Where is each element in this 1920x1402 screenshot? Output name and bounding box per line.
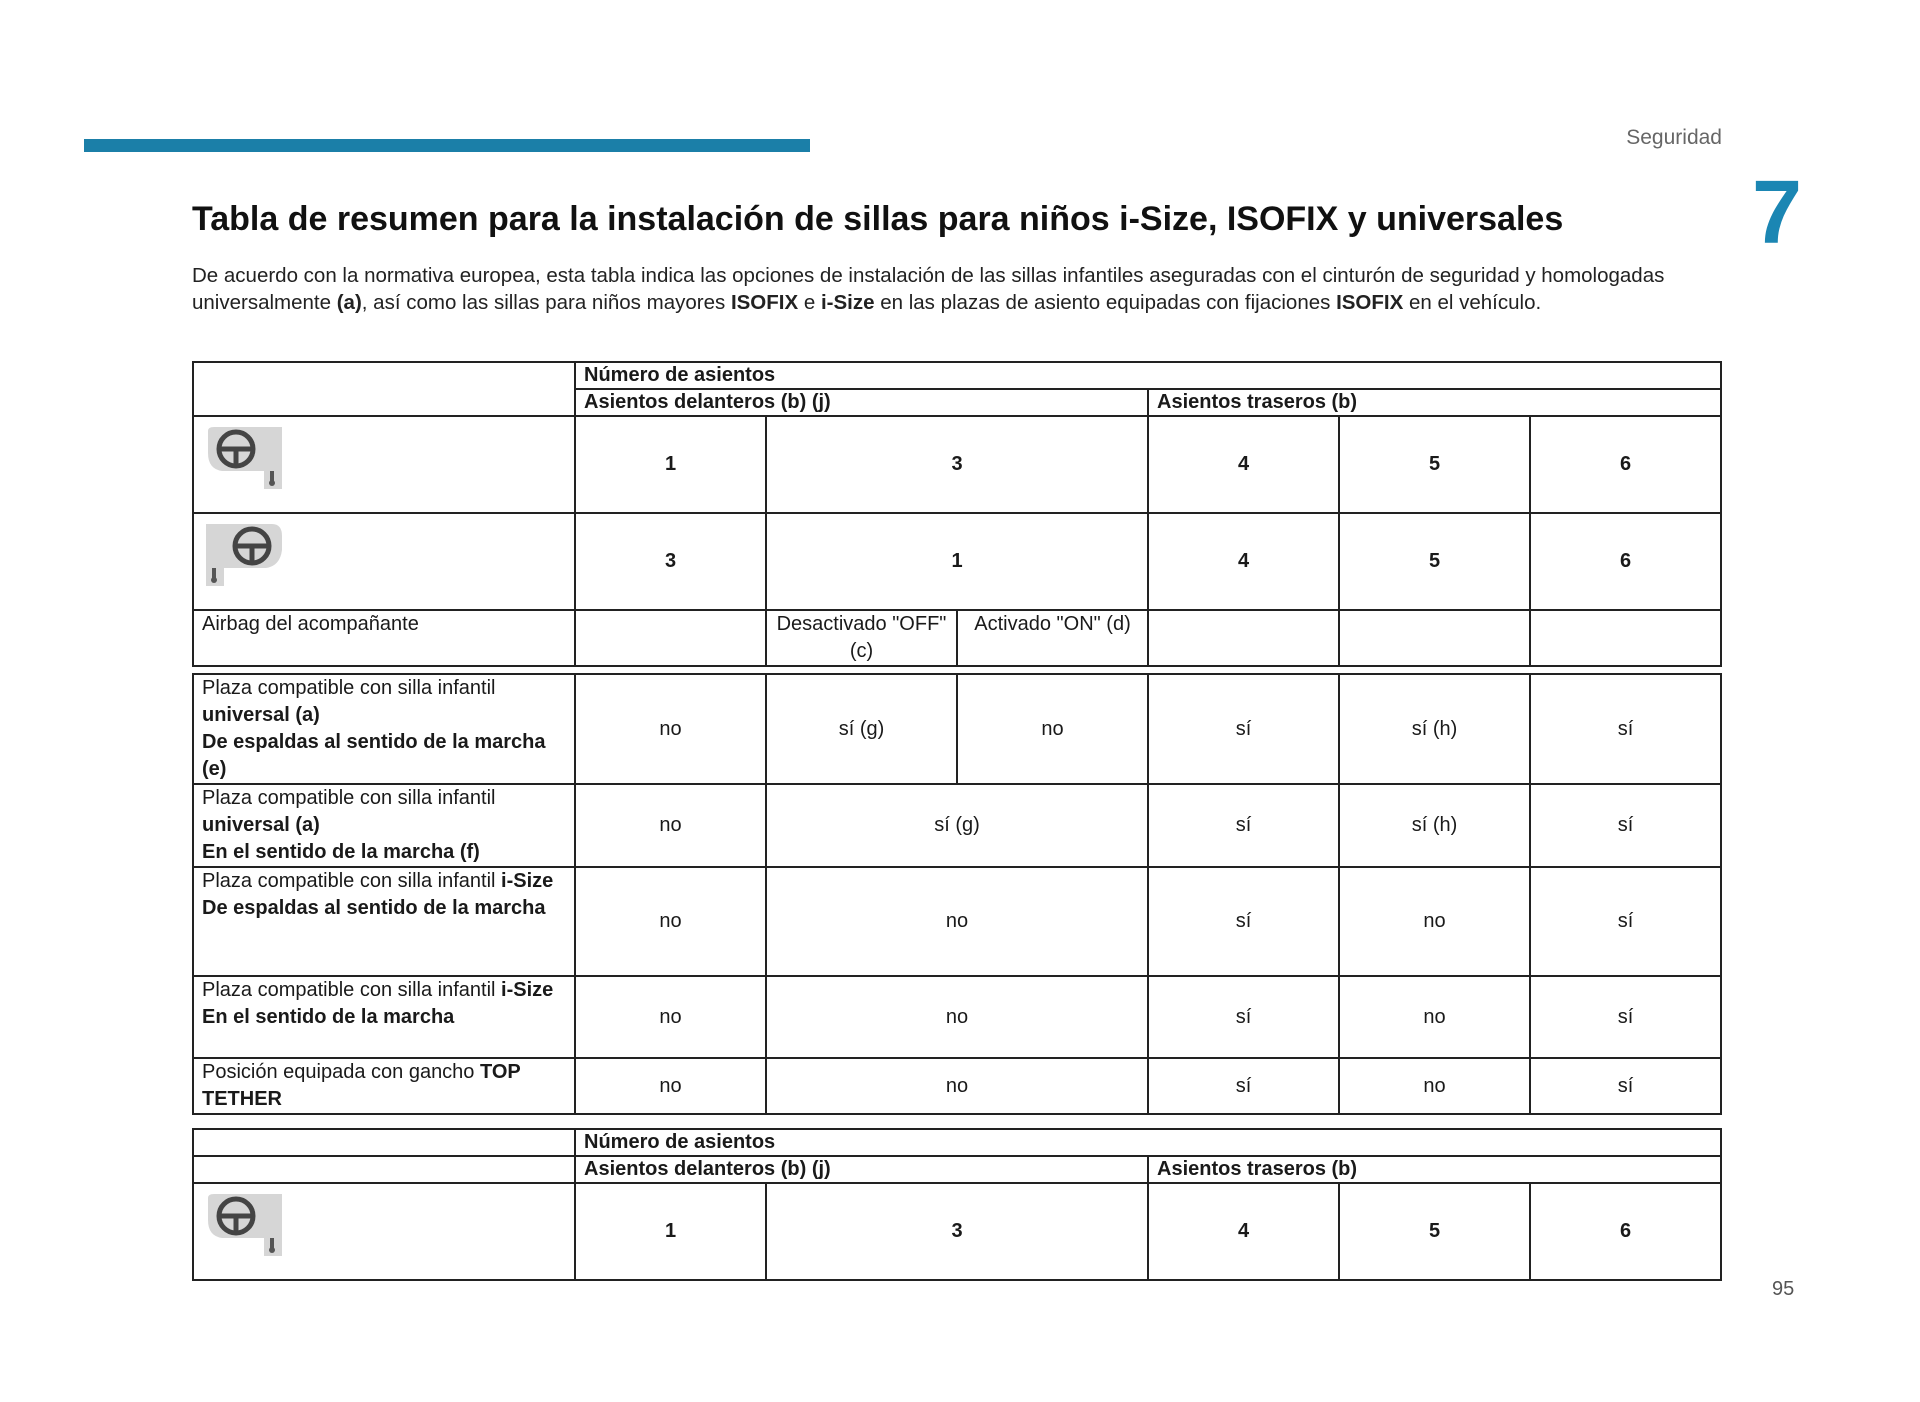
seat-number: 3 [766, 416, 1148, 513]
compat-cell: no [575, 1058, 766, 1114]
compat-cell: no [766, 976, 1148, 1058]
row-label: Plaza compatible con silla infantil universal (a) De espaldas al sentido de la marcha (e) [193, 674, 575, 784]
front-seats-header: Asientos delanteros (b) (j) [575, 1156, 1148, 1183]
compat-cell: sí [1530, 976, 1721, 1058]
left-hand-drive-icon [202, 425, 286, 491]
seat-number: 4 [1148, 416, 1339, 513]
empty-cell [575, 610, 766, 666]
chapter-number: 7 [1752, 163, 1803, 263]
empty-cell [1530, 610, 1721, 666]
seats-table-bottom [192, 1128, 1722, 1281]
header-accent-bar [84, 139, 810, 152]
lhd-vehicle-cell [193, 416, 575, 513]
compatibility-table [192, 673, 1722, 1115]
compat-cell: sí [1148, 1058, 1339, 1114]
right-hand-drive-icon [202, 522, 286, 588]
empty-cell [1339, 610, 1530, 666]
compat-cell: sí [1530, 1058, 1721, 1114]
lhd-vehicle-cell [193, 1183, 575, 1280]
airbag-label: Airbag del acompañante [193, 610, 575, 666]
compat-cell: no [575, 674, 766, 784]
seat-number: 1 [575, 1183, 766, 1280]
row-label: Plaza compatible con silla infantil universal (a) En el sentido de la marcha (f) [193, 784, 575, 867]
seat-number: 4 [1148, 513, 1339, 610]
seat-number: 6 [1530, 513, 1721, 610]
rear-seats-header: Asientos traseros (b) [1148, 389, 1721, 416]
seat-number: 5 [1339, 513, 1530, 610]
seat-number: 3 [766, 1183, 1148, 1280]
seat-count-header: Número de asientos [575, 1129, 1721, 1156]
seat-number: 3 [575, 513, 766, 610]
compat-cell: no [766, 1058, 1148, 1114]
row-label: Plaza compatible con silla infantil i-Size De espaldas al sentido de la marcha [193, 867, 575, 976]
rear-seats-header: Asientos traseros (b) [1148, 1156, 1721, 1183]
row-label: Posición equipada con gancho TOP TETHER [193, 1058, 575, 1114]
seat-number: 6 [1530, 1183, 1721, 1280]
compat-cell: sí [1148, 867, 1339, 976]
seat-number: 5 [1339, 416, 1530, 513]
compat-cell: no [957, 674, 1148, 784]
compat-cell: sí [1530, 674, 1721, 784]
airbag-on-cell: Activado "ON" (d) [957, 610, 1148, 666]
compat-cell: no [575, 976, 766, 1058]
compat-cell: sí (g) [766, 674, 957, 784]
header-empty-cell [193, 1156, 575, 1183]
airbag-off-cell: Desactivado "OFF" (c) [766, 610, 957, 666]
front-seats-header: Asientos delanteros (b) (j) [575, 389, 1148, 416]
compat-cell: sí [1148, 976, 1339, 1058]
seat-count-header: Número de asientos [575, 362, 1721, 389]
compat-cell: sí [1530, 784, 1721, 867]
section-label: Seguridad [1626, 126, 1722, 149]
compat-cell: no [1339, 1058, 1530, 1114]
left-hand-drive-icon [202, 1192, 286, 1258]
seats-table-top [192, 361, 1722, 667]
compat-cell: no [1339, 867, 1530, 976]
seat-number: 6 [1530, 416, 1721, 513]
compat-cell: sí [1148, 674, 1339, 784]
seat-number: 1 [575, 416, 766, 513]
header-empty-cell [193, 362, 575, 416]
compat-cell: no [575, 867, 766, 976]
page-title: Tabla de resumen para la instalación de sillas para niños i-Size, ISOFIX y universales [192, 200, 1564, 238]
empty-cell [1148, 610, 1339, 666]
seat-number: 1 [766, 513, 1148, 610]
compat-cell: no [575, 784, 766, 867]
compat-cell: no [766, 867, 1148, 976]
seat-number: 5 [1339, 1183, 1530, 1280]
row-label: Plaza compatible con silla infantil i-Size En el sentido de la marcha [193, 976, 575, 1058]
compat-cell: sí [1148, 784, 1339, 867]
header-empty-cell [193, 1129, 575, 1156]
intro-paragraph: De acuerdo con la normativa europea, esta tabla indica las opciones de instalación de las sillas infantiles aseguradas con el cinturón de seguridad y homologadas universalmente (a), así como las sillas para niños mayores ISOFIX e i-Size en las plazas de asiento equipadas con fijaciones ISOFIX en el vehículo. [192, 264, 1665, 314]
compat-cell: sí [1530, 867, 1721, 976]
seat-number: 4 [1148, 1183, 1339, 1280]
rhd-vehicle-cell [193, 513, 575, 610]
compat-cell: sí (h) [1339, 784, 1530, 867]
compat-cell: sí (h) [1339, 674, 1530, 784]
compat-cell: no [1339, 976, 1530, 1058]
page-number: 95 [1772, 1278, 1795, 1300]
compat-cell: sí (g) [766, 784, 1148, 867]
